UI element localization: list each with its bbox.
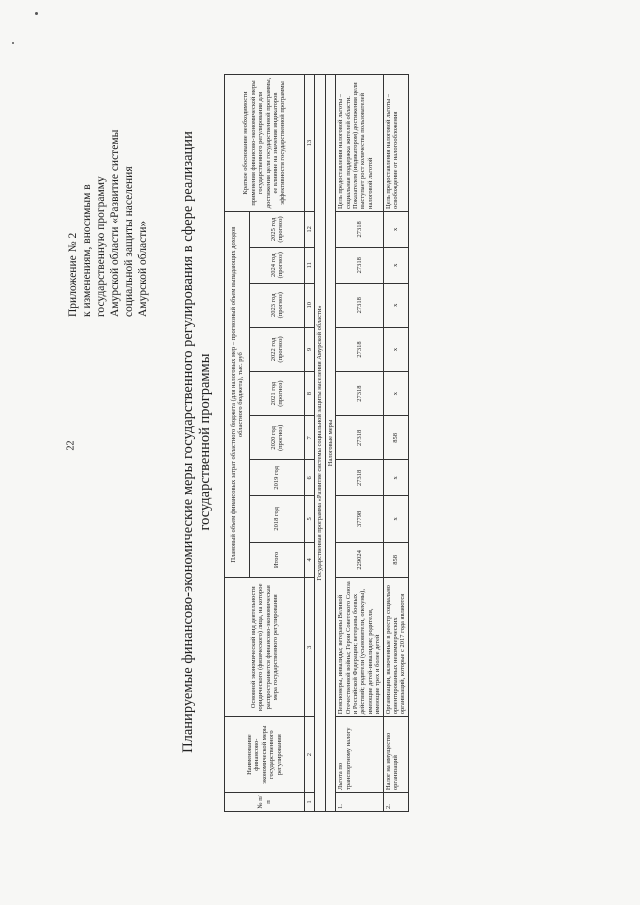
cell-value: 27318 [336,212,383,248]
cell-activity: Организации, включенные в реестр социально ориентированных некоммерческих организаций, которые с 2017 года являются [383,578,408,717]
column-number: 6 [305,460,315,496]
cell-value: x [383,460,408,496]
header-name: Наименование финансово-экономической меры государственного регулирования [225,717,305,793]
cell-value: 858 [383,416,408,460]
header-year: 2025 год (прогноз) [250,212,305,248]
appendix-line: социальной защиты населения [123,166,135,317]
cell-value: x [383,496,408,542]
cell-name: Налог на имущество организаций [383,717,408,793]
header-year: 2022 год (прогноз) [250,327,305,371]
cell-value: 27318 [336,416,383,460]
document-title: Планируемые финансово-экономические меры государственного регулирования в сфере реализации государственной программы [180,131,213,753]
cell-value: x [383,372,408,416]
column-number: 2 [305,717,315,793]
column-number: 10 [305,283,315,327]
scan-speck [12,42,14,44]
column-number: 3 [305,578,315,717]
column-number: 11 [305,247,315,283]
cell-num: 2. [383,793,408,812]
cell-value: x [383,327,408,371]
section-row [325,75,335,812]
section-program: Государственная программа «Развитие системы социальной защиты населения Амурской области» [315,75,325,812]
cell-justification: Цель предоставления налоговой льготы – социальная поддержка жителей области. Показателем (индикатором) достижения цели выступает рост количества пользователей налоговой льготой [336,75,383,212]
cell-num: 1. [336,793,383,812]
cell-value: x [383,212,408,248]
column-number: 5 [305,496,315,542]
rotated-document [40,52,600,852]
appendix-line: к изменениям, вносимым в [81,184,93,317]
header-year: 2019 год [250,460,305,496]
cell-value: 27318 [336,283,383,327]
column-number: 12 [305,212,315,248]
cell-value: 27318 [336,372,383,416]
header-justification: Краткое обоснование необходимости применения финансово-экономической меры государственного регулирования для достижения цели государственной программы, ее влияние на значения индикаторов эффективности государственной программы [225,75,305,212]
column-numbers-row [305,75,315,812]
scan-speck [35,12,38,15]
appendix-line: Приложение № 2 [67,232,79,317]
section-tax: Налоговые меры [325,75,335,812]
column-number: 7 [305,416,315,460]
header-num: № п/п [225,793,305,812]
cell-total: 229024 [336,542,383,578]
table-row [383,75,408,812]
cell-value: x [383,283,408,327]
header-year: 2021 год (прогноз) [250,372,305,416]
appendix-note [66,72,150,317]
column-number: 9 [305,327,315,371]
column-number: 4 [305,542,315,578]
header-year: 2020 год (прогноз) [250,416,305,460]
column-number: 1 [305,793,315,812]
cell-justification: Цель предоставления налоговой льготы – освобождение от налогообложения [383,75,408,212]
header-year: 2023 год (прогноз) [250,283,305,327]
cell-value: 27318 [336,327,383,371]
cell-value: 37798 [336,496,383,542]
header-row [225,75,250,812]
appendix-line: Амурской области» [137,220,149,317]
header-year: 2024 год (прогноз) [250,247,305,283]
section-row [315,75,325,812]
cell-value: 27318 [336,247,383,283]
table-row [336,75,383,812]
cell-name: Льгота по транспортному налогу [336,717,383,793]
appendix-line: Амурской области «Развитие системы [109,129,121,317]
header-year: 2018 год [250,496,305,542]
header-total: Итого [250,542,305,578]
cell-activity: Пенсионеры, инвалиды; ветераны Великой Отечественной войны; Герои Советского Союза и Российской Федерации; ветераны боевых действий; родители (усыновители, опекуны), имеющие детей-инвалидов; родители, имеющие трех и более детей [336,578,383,717]
header-plan-group: Плановый объем финансовых затрат областного бюджета (для налоговых мер – прогнозный объем выпадающих доходов областного бюджета), тыс. руб [225,212,250,578]
column-number: 13 [305,75,315,212]
measures-table [224,74,409,812]
column-number: 8 [305,372,315,416]
header-activity: Основной экономический вид деятельности юридического (физического) лица, на которое распространяется финансово-экономическая мера государственного регулирования [225,578,305,717]
cell-value: 27318 [336,460,383,496]
page-number: 22 [65,440,77,451]
cell-value: x [383,247,408,283]
cell-total: 858 [383,542,408,578]
appendix-line: государственную программу [95,176,107,317]
